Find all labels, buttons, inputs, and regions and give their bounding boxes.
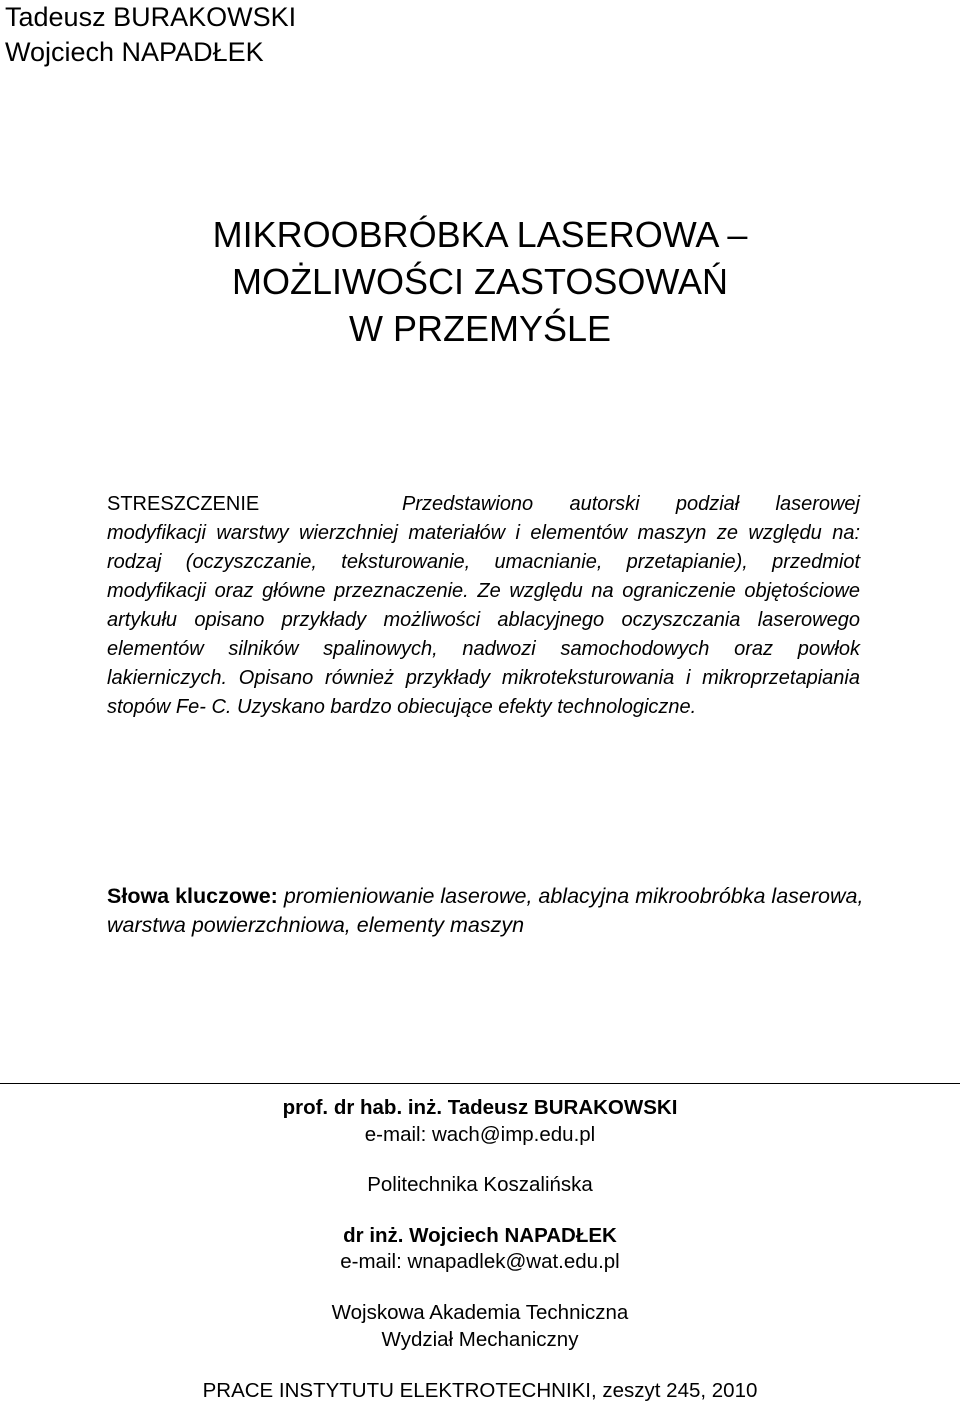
keywords (107, 882, 867, 940)
author1-email: e-mail: wach@imp.edu.pl (364, 1123, 596, 1146)
author1-name: prof. dr hab. inż. Tadeusz BURAKOWSKI (282, 1096, 678, 1119)
author2-department: Wydział Mechaniczny (381, 1328, 579, 1351)
abstract-label: STRESZCZENIE (107, 493, 260, 515)
authors-header (5, 0, 296, 70)
title-line-2: MOŻLIWOŚCI ZASTOSOWAŃ (231, 261, 729, 302)
abstract-text-3: Opisano również przykłady mikroteksturowania i mikroprzetapiania stopów Fe- C. Uzyskano bardzo obiecujące efekty technologiczne. (107, 667, 860, 718)
author-name-2: Wojciech NAPADŁEK (5, 37, 264, 67)
author2-name: dr inż. Wojciech NAPADŁEK (343, 1224, 617, 1247)
abstract-text-2: Ze względu na ograniczenie objętościowe artykułu opisano przykłady możliwości ablacyjnego oczyszczania laserowego elementów silników spalinowych, nadwozi samochodowych oraz powłok lakierniczych. (107, 580, 860, 689)
separator-line (0, 1083, 960, 1084)
abstract (107, 490, 860, 722)
author-name-1: Tadeusz BURAKOWSKI (5, 2, 297, 32)
abstract-text-1: Przedstawiono autorski podział laserowej modyfikacji warstwy wierzchniej materiałów i elementów maszyn ze względu na: rodzaj (oczyszczanie, teksturowanie, umacnianie, przetapianie), przedmiot modyfikacji oraz główne przeznaczenie. (107, 493, 860, 602)
author2-institution: Wojskowa Akademia Techniczna (331, 1301, 629, 1324)
title-line-1: MIKROOBRÓBKA LASEROWA – (212, 214, 748, 255)
title-line-3: W PRZEMYŚLE (348, 308, 612, 349)
keywords-text: promieniowanie laserowe, ablacyjna mikroobróbka laserowa, warstwa powierzchniowa, elementy maszyn (107, 884, 864, 937)
author2-email: e-mail: wnapadlek@wat.edu.pl (340, 1250, 620, 1273)
paper-title (0, 211, 960, 352)
keywords-label: Słowa kluczowe: (107, 884, 278, 908)
author1-institution: Politechnika Koszalińska (367, 1173, 593, 1196)
journal-footer: PRACE INSTYTUTU ELEKTROTECHNIKI, zeszyt 245, 2010 (202, 1379, 758, 1402)
